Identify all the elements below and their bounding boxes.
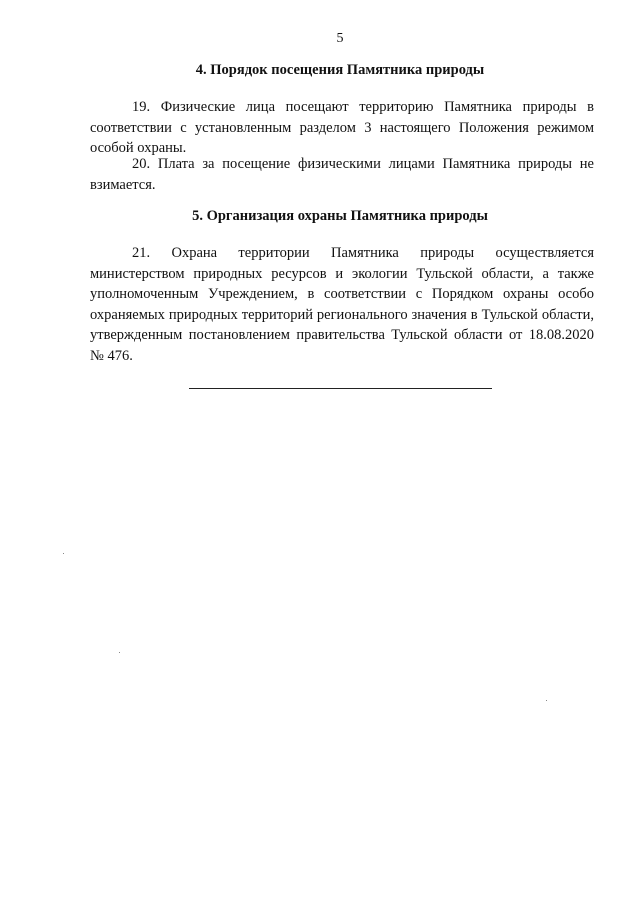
section-heading-5: 5. Организация охраны Памятника природы <box>192 208 488 224</box>
scan-speck <box>63 553 64 554</box>
scan-speck <box>119 652 120 653</box>
closing-rule <box>189 388 492 389</box>
section-heading-4: 4. Порядок посещения Памятника природы <box>195 62 485 78</box>
paragraph-21: 21. Охрана территории Памятника природы осуществляется министерством природных ресурсов и экологии Тульской области, а также уполномоченным Учреждением, в соответствии с Порядком охраны особо охраняемых природных территорий регионального значения в Тульской области, утвержденным постановлением правительства Тульской области от 18.08.2020 № 476. <box>90 245 594 364</box>
page-number: 5 <box>336 31 344 46</box>
scan-speck <box>546 700 547 701</box>
paragraph-20: 20. Плата за посещение физическими лицами Памятника природы не взимается. <box>90 156 594 193</box>
paragraph-19: 19. Физические лица посещают территорию Памятника природы в соответствии с установленным разделом 3 настоящего Положения режимом особой охраны. <box>90 99 594 156</box>
